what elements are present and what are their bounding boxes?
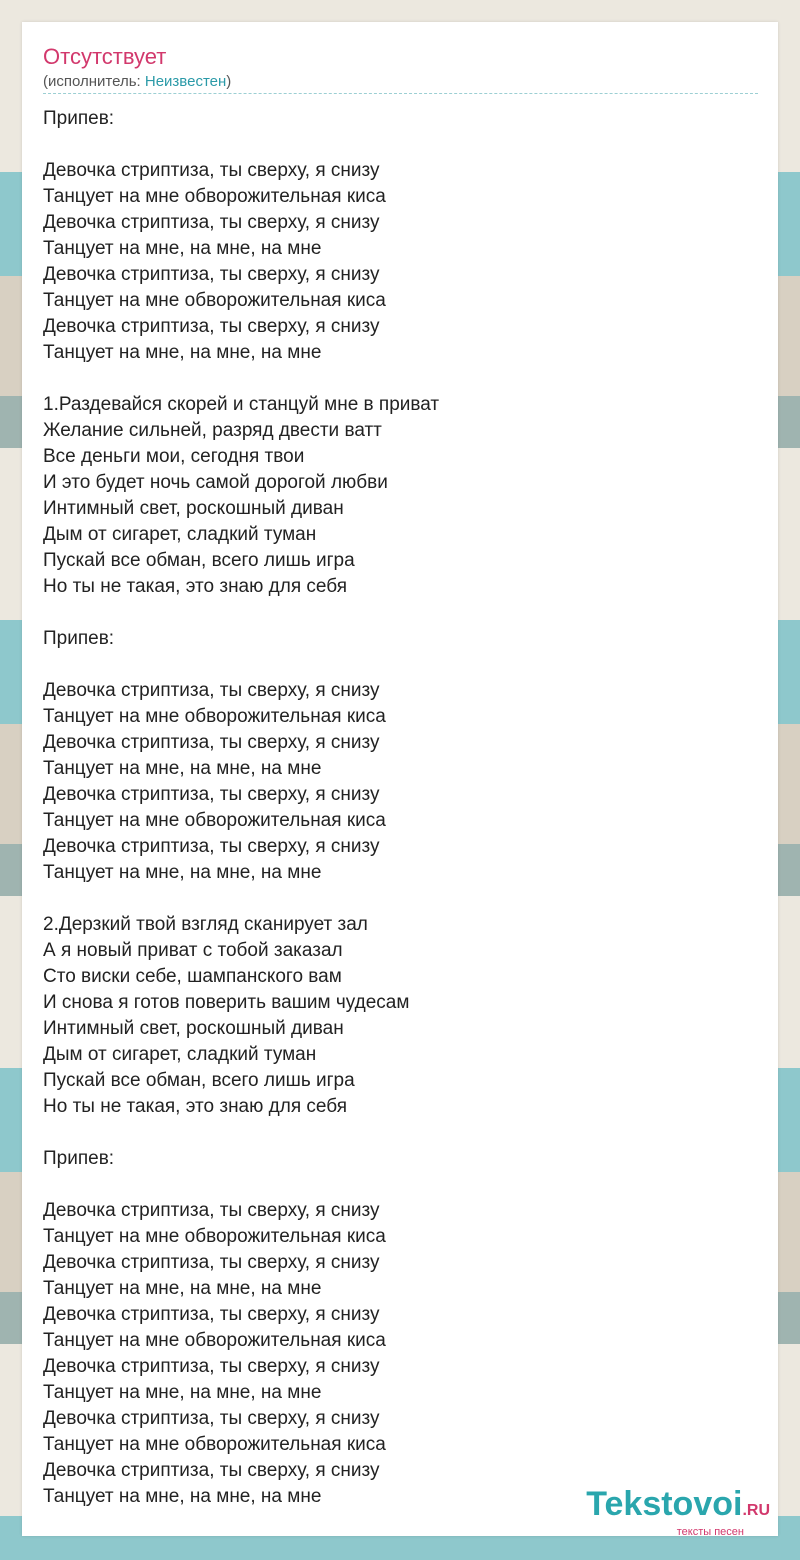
song-title: Отсутствует [43, 44, 167, 69]
lyric-line: Танцует на мне обворожительная киса [43, 186, 386, 207]
lyric-line: Девочка стриптиза, ты сверху, я снизу [43, 1200, 380, 1221]
lyric-line: Девочка стриптиза, ты сверху, я снизу [43, 732, 380, 753]
lyric-line: Танцует на мне, на мне, на мне [43, 238, 322, 259]
site-logo[interactable] [586, 1487, 770, 1538]
artist-suffix: ) [226, 73, 232, 90]
lyric-line [43, 1120, 758, 1146]
lyric-line: Дым от сигарет, сладкий туман [43, 524, 317, 545]
lyric-line: Но ты не такая, это знаю для себя [43, 1096, 347, 1117]
artist-link[interactable]: Неизвестен [144, 73, 227, 90]
lyrics-card [22, 22, 778, 1536]
lyric-line: И это будет ночь самой дорогой любви [43, 472, 388, 493]
lyric-line [43, 366, 758, 392]
lyric-line: Желание сильней, разряд двести ватт [43, 420, 382, 441]
lyric-line: Танцует на мне обворожительная киса [43, 1226, 386, 1247]
lyric-line: Танцует на мне обворожительная киса [43, 1330, 386, 1351]
lyric-line [43, 886, 758, 912]
logo-tld: .RU [742, 1502, 770, 1519]
lyric-line: 1.Раздевайся скорей и станцуй мне в приват [43, 394, 440, 415]
lyric-line: Пускай все обман, всего лишь игра [43, 550, 355, 571]
lyric-line: Танцует на мне, на мне, на мне [43, 862, 322, 883]
lyric-line: Девочка стриптиза, ты сверху, я снизу [43, 1408, 380, 1429]
lyric-line: Припев: [43, 108, 115, 129]
lyric-line: Девочка стриптиза, ты сверху, я снизу [43, 1460, 380, 1481]
lyric-line: Девочка стриптиза, ты сверху, я снизу [43, 1252, 380, 1273]
lyric-line: Интимный свет, роскошный диван [43, 498, 344, 519]
lyric-line: Танцует на мне, на мне, на мне [43, 342, 322, 363]
lyric-line: Танцует на мне, на мне, на мне [43, 1486, 322, 1507]
lyric-line: А я новый приват с тобой заказал [43, 940, 343, 961]
lyric-line [43, 1172, 758, 1198]
lyric-line: Танцует на мне, на мне, на мне [43, 758, 322, 779]
lyric-line [43, 132, 758, 158]
lyric-line: Танцует на мне, на мне, на мне [43, 1278, 322, 1299]
lyric-line: Девочка стриптиза, ты сверху, я снизу [43, 1304, 380, 1325]
artist-line [43, 73, 231, 91]
artist-prefix: (исполнитель: [43, 73, 145, 90]
lyric-line: Танцует на мне обворожительная киса [43, 706, 386, 727]
lyric-line [43, 600, 758, 626]
lyric-line: Дым от сигарет, сладкий туман [43, 1044, 317, 1065]
lyric-line: Девочка стриптиза, ты сверху, я снизу [43, 160, 380, 181]
lyric-line: Танцует на мне, на мне, на мне [43, 1382, 322, 1403]
lyric-line: Девочка стриптиза, ты сверху, я снизу [43, 316, 380, 337]
lyric-line: Девочка стриптиза, ты сверху, я снизу [43, 680, 380, 701]
lyric-line: И снова я готов поверить вашим чудесам [43, 992, 410, 1013]
title-divider [43, 93, 758, 94]
lyrics-text [43, 106, 758, 1510]
lyric-line [43, 652, 758, 678]
lyric-line: Девочка стриптиза, ты сверху, я снизу [43, 836, 380, 857]
logo-main-text: Tekstovoi [586, 1485, 743, 1523]
lyric-line: Девочка стриптиза, ты сверху, я снизу [43, 1356, 380, 1377]
lyric-line: Танцует на мне обворожительная киса [43, 810, 386, 831]
lyric-line: Сто виски себе, шампанского вам [43, 966, 342, 987]
lyric-line: Но ты не такая, это знаю для себя [43, 576, 347, 597]
lyric-line: Девочка стриптиза, ты сверху, я снизу [43, 264, 380, 285]
lyric-line: Интимный свет, роскошный диван [43, 1018, 344, 1039]
lyric-line: Девочка стриптиза, ты сверху, я снизу [43, 784, 380, 805]
lyric-line: Танцует на мне обворожительная киса [43, 290, 386, 311]
logo-tagline: тексты песен [676, 1526, 744, 1538]
lyric-line: 2.Дерзкий твой взгляд сканирует зал [43, 914, 368, 935]
lyric-line: Припев: [43, 628, 115, 649]
lyric-line: Танцует на мне обворожительная киса [43, 1434, 386, 1455]
lyric-line: Пускай все обман, всего лишь игра [43, 1070, 355, 1091]
lyric-line: Припев: [43, 1148, 115, 1169]
lyric-line: Девочка стриптиза, ты сверху, я снизу [43, 212, 380, 233]
lyric-line: Все деньги мои, сегодня твои [43, 446, 305, 467]
